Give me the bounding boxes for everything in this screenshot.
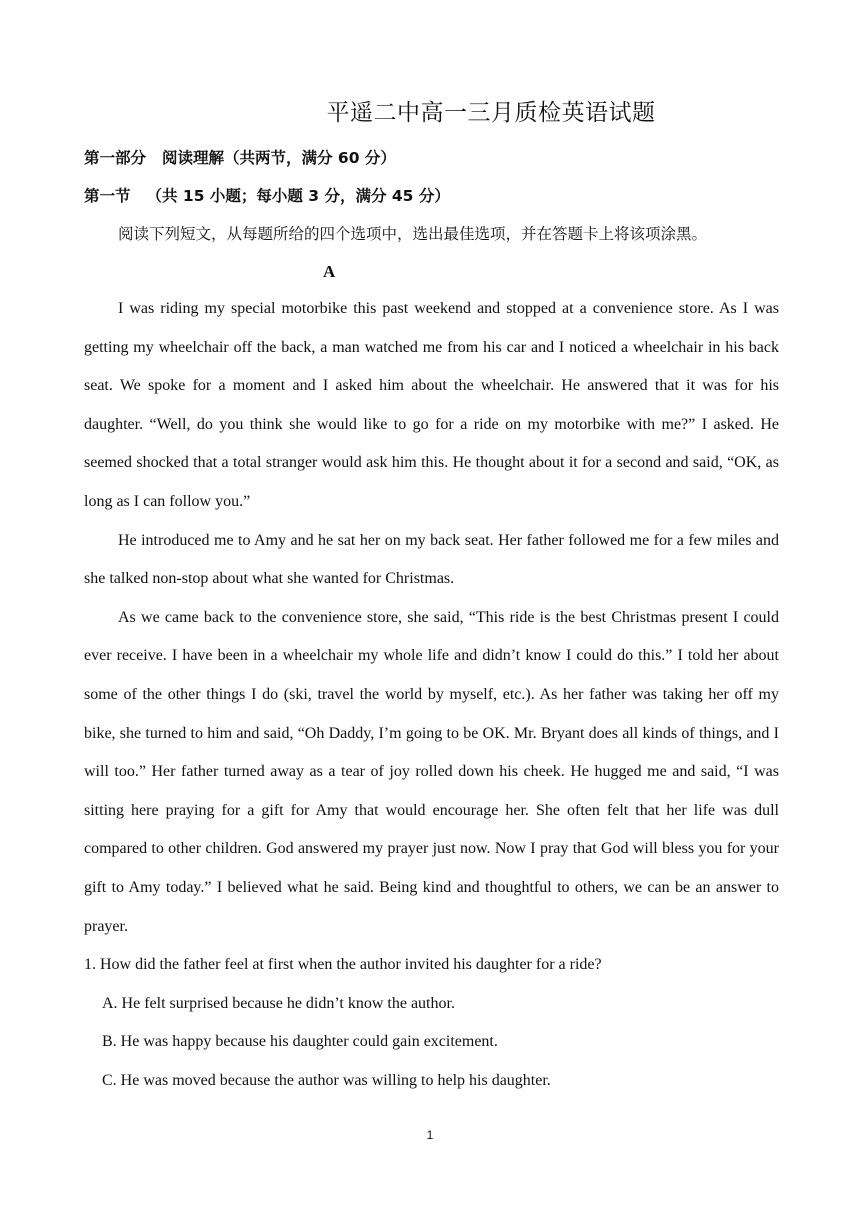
part-heading — [84, 146, 396, 168]
instructions: 阅读下列短文，从每题所给的四个选项中，选出最佳选项，并在答题卡上将该项涂黑。 — [118, 225, 708, 243]
part-text: 阅读理解（共两节，满分 60 分） — [162, 149, 396, 167]
paragraph: I was riding my special motorbike this past weekend and stopped at a convenience store. As I was getting my wheelchair off the back, a man watched me from his car and I noticed a wheelchair in his back seat. We spoke for a moment and I asked him about the wheelchair. He answered that it was for his daughter. “Well, do you think she would like to go for a ride on my motorbike with me?” I asked. He seemed shocked that a total stranger would ask him this. He thought about it for a second and said, “OK, as long as I can follow you.” — [84, 300, 779, 510]
exam-title: 平遥二中高一三月质检英语试题 — [326, 100, 656, 126]
option-b: B. He was happy because his daughter could gain excitement. — [102, 1033, 498, 1051]
question-stem: 1. How did the father feel at first when the author invited his daughter for a ride? — [84, 956, 602, 973]
option-c: C. He was moved because the author was willing to help his daughter. — [102, 1071, 551, 1089]
section-heading — [84, 184, 450, 206]
paragraph: He introduced me to Amy and he sat her on my back seat. Her father followed me for a few miles and she talked non-stop about what she wanted for Christmas. — [84, 531, 779, 588]
paragraph: As we came back to the convenience store, she said, “This ride is the best Christmas present I could ever receive. I have been in a wheelchair my whole life and didn’t know I could do this.” I told her about some of the other things I do (ski, travel the world by myself, etc.). As her father was taking her off my bike, she turned to him and said, “Oh Daddy, I’m going to be OK. Mr. Bryant does all kinds of things, and I will too.” Her father turned away as a tear of joy rolled down his cheek. He hugged me and said, “I was sitting here praying for a gift for Amy that would encourage her. She often felt that her life was dull compared to other children. God answered my prayer just now. Now I pray that God will bless you for your gift to Amy today.” I believed what he said. Being kind and thoughtful to others, we can be an answer to prayer. — [84, 608, 779, 935]
part-label: 第一部分 — [84, 149, 147, 167]
option-a: A. He felt surprised because he didn’t know the author. — [102, 994, 455, 1012]
page-number: 1 — [426, 1128, 434, 1142]
section-text: （共 15 小题；每小题 3 分，满分 45 分） — [146, 187, 450, 205]
passage-letter: A — [323, 262, 336, 281]
question-1 — [84, 946, 779, 1100]
passage — [84, 290, 779, 946]
section-label: 第一节 — [84, 187, 131, 205]
